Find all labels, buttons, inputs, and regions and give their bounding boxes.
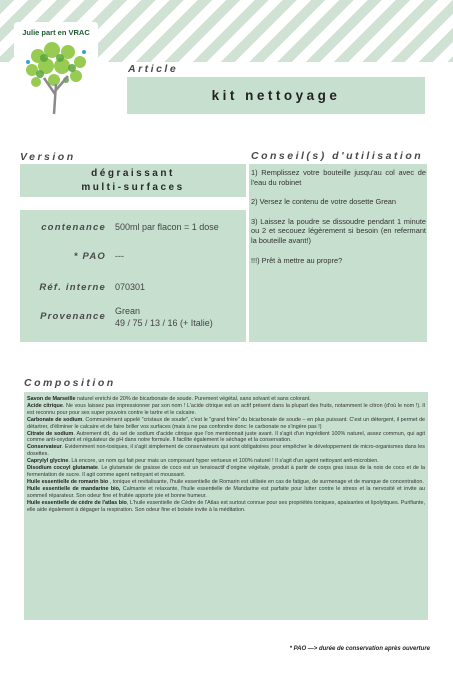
composition-item bbox=[27, 417, 425, 431]
article-title-box bbox=[127, 77, 425, 114]
article-label: Article bbox=[128, 63, 179, 75]
ingredient-description: , L'huile essentielle de Cèdre de l'Atlas est surtout connue pour ses propriétés toniques, apaisantes et lipolytiques. Purifiante, elle aide également à dégager la respiration. Son odeur fine et boisée invite à la méditation. bbox=[27, 499, 425, 513]
composition-item bbox=[27, 403, 425, 417]
ingredient-description: . Le glutamate de graisse de coco est un tensioactif d'origine végétale, produit à partir de corps gras issus de la noix de coco et de la fermentation de sucre. Il agit comme agent nettoyant et moussant. bbox=[27, 465, 425, 478]
composition-item bbox=[27, 396, 425, 403]
ingredient-description: . Ne vous laissez pas impressionner par son nom ! L'acide citrique est un actif présent dans la plupart des fruits, notamment le citron (d'où le nom !). Il est reconnu pour pour ses super pouvoirs contre le tartre et le calcaire. bbox=[27, 402, 425, 416]
ingredient-name: Huile essentielle de mandarine bio, bbox=[27, 485, 121, 492]
composition-item bbox=[27, 500, 425, 514]
ingredient-name: Caprylyl glycine bbox=[27, 458, 69, 465]
spec-key: Réf. interne bbox=[39, 282, 106, 293]
brand-logo bbox=[14, 22, 98, 118]
ingredient-name: Savon de Marseille bbox=[27, 396, 76, 402]
ingredient-name: Disodium cocoyl glutamate bbox=[27, 465, 98, 472]
composition-item bbox=[27, 486, 425, 500]
conseil-panel bbox=[249, 164, 427, 342]
ingredient-description: Calmante et relaxante, l'huile essentielle de Mandarine est parfaite pour lutter contre le stress et la nervosité et invite au sommeil réparateur. Son odeur fine et fruitée apporte joie et bonne humeur. bbox=[27, 485, 426, 499]
composition-label: Composition bbox=[24, 377, 116, 389]
composition-item bbox=[27, 479, 425, 486]
ingredient-description: . Communément appelé "cristaux de soude", c'est le "grand frère" du bicarbonate de soude – en plus puissant. C'est un détergent, il permet de détartrer, d'éliminer le calcaire et de faire briller vos surfaces (mais à ne pas confondre donc: le carbonate ne s'ingère pas !) bbox=[27, 416, 425, 430]
spec-value: 070301 bbox=[115, 282, 146, 292]
spec-key: * PAO bbox=[73, 251, 106, 262]
spec-panel bbox=[20, 210, 246, 342]
composition-item bbox=[27, 458, 425, 465]
spec-key: contenance bbox=[41, 222, 106, 233]
ingredient-description: . Là encore, un nom qui fait peur mais un composant hyper vertueux et 100% naturel ! Il s'agit d'un agent nettoyant anti-microbien. bbox=[68, 458, 379, 465]
composition-panel bbox=[24, 392, 428, 620]
conseil-step: 3) Laissez la poudre se dissoudre pendant 1 minute ou 2 et secouez légèrement si besoin (en refermant la bouteille avant!) bbox=[251, 216, 426, 245]
spec-value: Grean 49 / 75 / 13 / 16 (+ Italie) bbox=[115, 306, 213, 328]
logo-text: Julie part en VRAC bbox=[22, 28, 90, 37]
ingredient-name: Carbonate de sodium bbox=[27, 416, 83, 423]
version-name-box bbox=[20, 164, 246, 197]
ingredient-description: , tonique et revitalisante, l'huile essentielle de Romarin est utilisée en cas de fatigue, de surmenage et de manque de concentration. bbox=[108, 478, 424, 485]
conseil-step: 2) Versez le contenu de votre dosette Grean bbox=[251, 197, 397, 207]
composition-item bbox=[27, 431, 425, 445]
spec-key: Provenance bbox=[40, 311, 106, 322]
version-name-line1: dégraissant bbox=[91, 168, 175, 179]
article-title: kit nettoyage bbox=[211, 88, 341, 103]
spec-value: --- bbox=[115, 251, 124, 261]
ingredient-name: Conservateur bbox=[27, 444, 62, 451]
ingredient-description: . Evidemment non-toxiques, il s'agit simplement de conservateurs qui sont obligatoires pour empêcher le développement de micro-organismes dans les dosettes. bbox=[27, 444, 425, 458]
composition-item bbox=[27, 444, 425, 458]
conseil-step: !!!) Prêt à mettre au propre? bbox=[251, 255, 343, 265]
ingredient-name: Citrate de sodium bbox=[27, 430, 74, 437]
ingredient-name: Acide citrique bbox=[27, 402, 63, 409]
conseil-label: Conseil(s) d'utilisation bbox=[251, 150, 424, 162]
version-label: Version bbox=[20, 151, 76, 163]
spec-value: 500ml par flacon = 1 dose bbox=[115, 222, 219, 232]
version-name-line2: multi-surfaces bbox=[81, 182, 185, 193]
composition-item bbox=[27, 465, 425, 479]
conseil-step: 1) Remplissez votre bouteille jusqu'au col avec de l'eau du robinet bbox=[251, 168, 426, 187]
ingredient-description: naturel enrichi de 20% de bicarbonate de soude. Purement végétal, sans solvant et sans colorant. bbox=[75, 396, 311, 402]
ingredient-name: Huile essentielle de cèdre de l'atlas bio bbox=[27, 499, 127, 506]
ingredient-description: . Autrement dit, du sel de sodium d'acide citrique que l'on mentionnait juste avant. Il s'agit d'un ingrédient 100% naturel, assez commun, qui agit comme anti-oxydant et régulateur de pH dans notre formule. Il facilite également le séchage et la conservation. bbox=[27, 430, 425, 444]
pao-footnote: * PAO —> durée de conservation après ouverture bbox=[289, 646, 430, 652]
ingredient-name: Huile essentielle de romarin bio bbox=[27, 478, 109, 485]
